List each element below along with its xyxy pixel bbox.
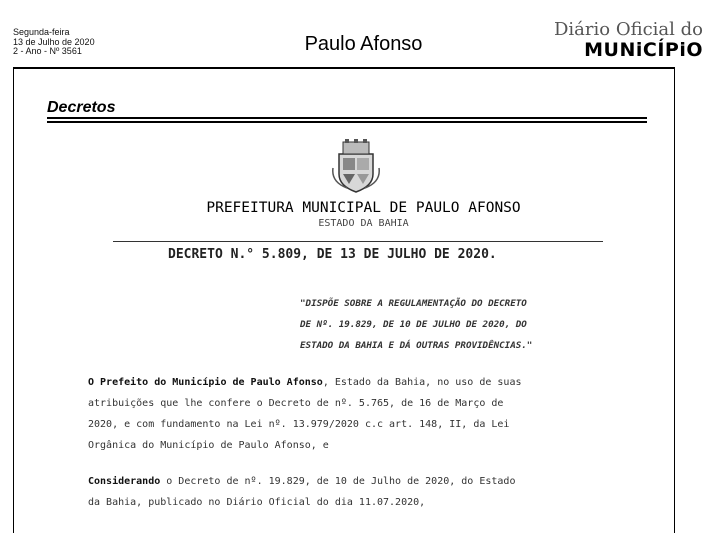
logo-top-text: Diário Oficial do — [553, 19, 703, 40]
page-frame-left — [13, 69, 14, 533]
considerando-bold: Considerando — [88, 476, 161, 487]
ementa-line: DE Nº. 19.829, DE 10 DE JULHO DE 2020, DO — [300, 319, 527, 330]
preamble-line: Orgânica do Município de Paulo Afonso, e — [88, 440, 329, 451]
logo-bottom-text: MUNiCÍPiO — [584, 39, 703, 61]
considerando-text: o Decreto de nº. 19.829, de 10 de Julho de 2020, do Estado — [160, 476, 516, 487]
preamble-line: atribuições que lhe confere o Decreto de nº. 5.765, de 16 de Março de — [88, 398, 504, 409]
section-title: Decretos — [47, 99, 116, 116]
header-divider — [13, 67, 675, 69]
page-header — [0, 0, 727, 70]
section-divider — [47, 117, 647, 119]
municipal-crest-icon — [331, 138, 381, 199]
issue-date: 13 de Julho de 2020 — [13, 36, 95, 47]
preamble-bold: O Prefeito do Município de Paulo Afonso — [88, 377, 323, 388]
state-heading: ESTADO DA BAHIA — [318, 218, 409, 229]
ementa-line: "DISPÕE SOBRE A REGULAMENTAÇÃO DO DECRETO — [300, 298, 527, 309]
considerando-line: da Bahia, publicado no Diário Oficial do dia 11.07.2020, — [88, 497, 426, 508]
page-frame-right — [674, 69, 675, 533]
decree-title: DECRETO N.° 5.809, DE 13 DE JULHO DE 2020. — [168, 247, 497, 262]
considerando-paragraph — [88, 471, 515, 513]
preamble-text: , Estado da Bahia, no uso de suas — [322, 377, 522, 388]
preamble-line: 2020, e com fundamento na Lei nº. 13.979/2020 c.c art. 148, II, da Lei — [88, 419, 510, 430]
weekday: Segunda-feira — [13, 27, 70, 37]
edition-number: 2 - Ano - Nº 3561 — [13, 46, 82, 56]
city-title: Paulo Afonso — [304, 33, 423, 55]
prefeitura-heading: PREFEITURA MUNICIPAL DE PAULO AFONSO — [206, 200, 521, 216]
decree-ementa — [300, 293, 610, 356]
document-divider — [113, 241, 603, 242]
preamble-paragraph — [88, 372, 522, 456]
ementa-line: ESTADO DA BAHIA E DÁ OUTRAS PROVIDÊNCIAS." — [300, 340, 533, 351]
diario-oficial-logo — [554, 20, 703, 61]
section-divider-double — [47, 121, 647, 123]
